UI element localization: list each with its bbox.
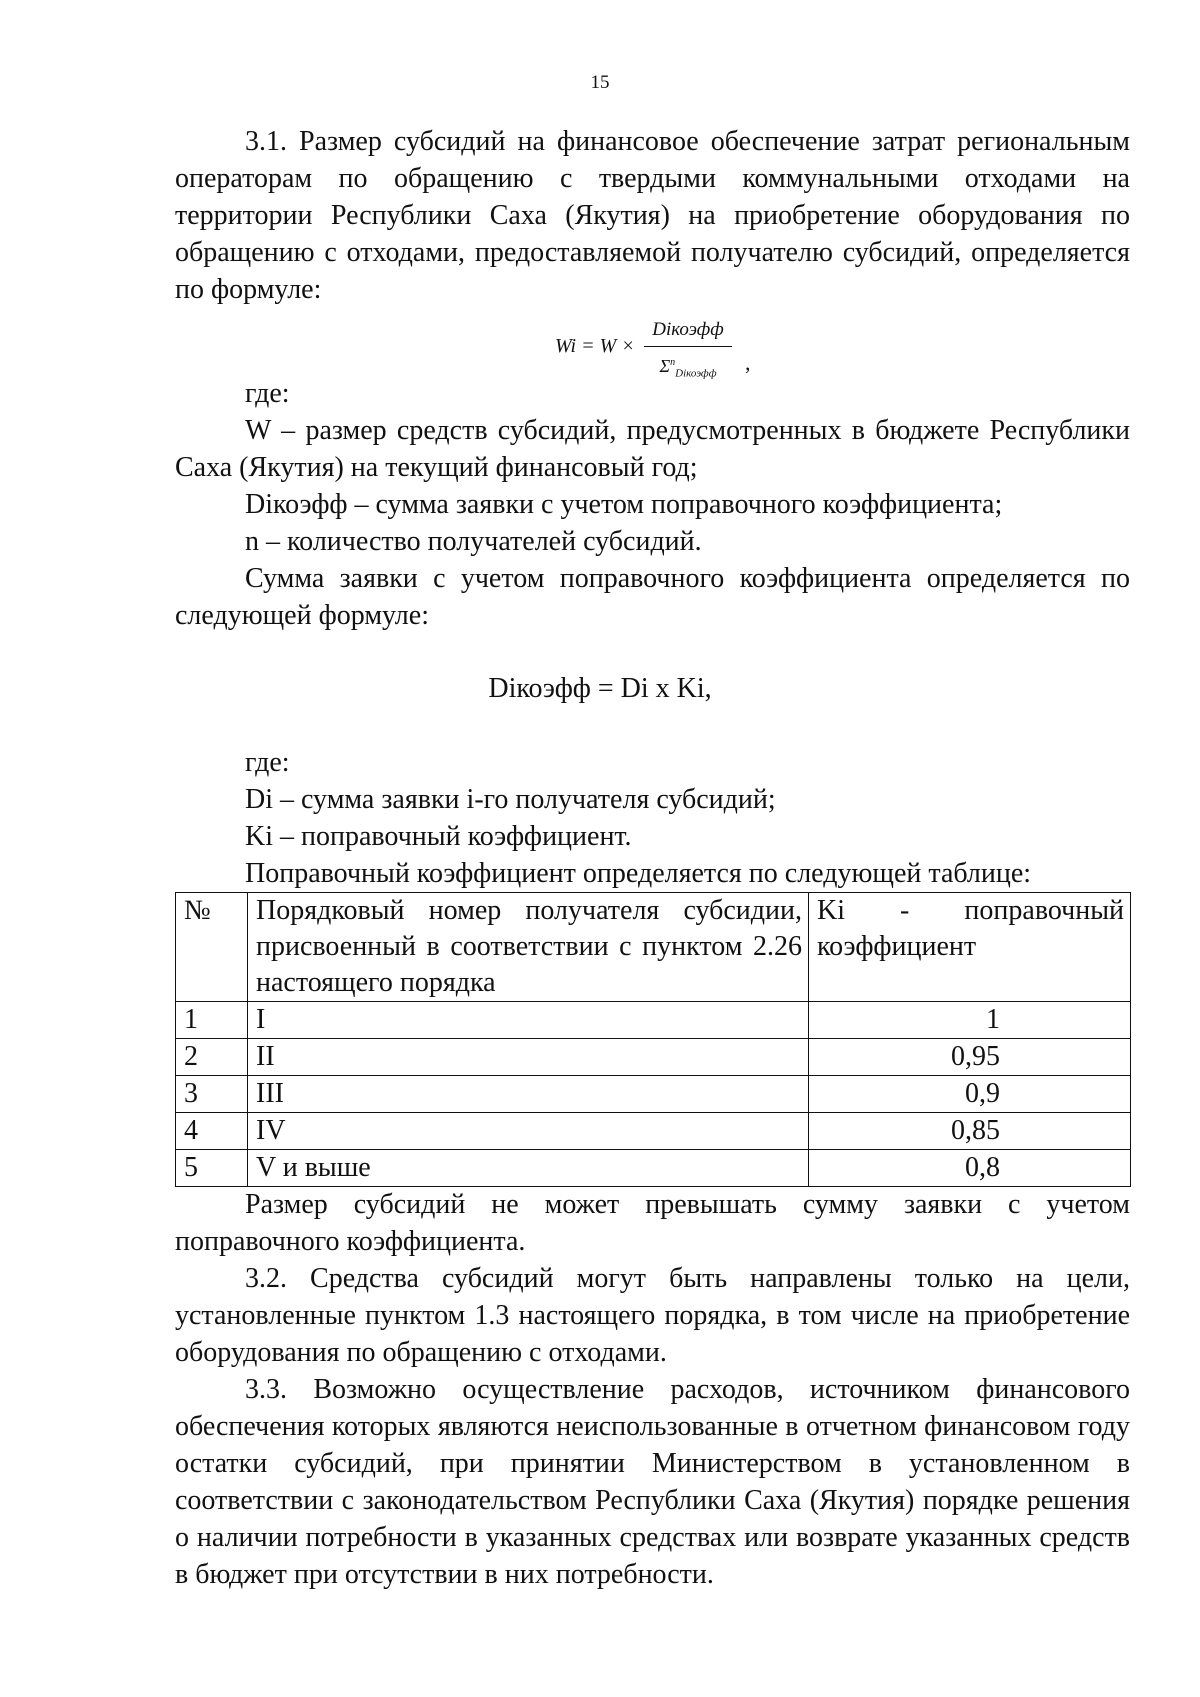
header-correction: поправочный bbox=[964, 895, 1124, 926]
subsidy-formula bbox=[555, 318, 805, 384]
paragraph-3-2: 3.2. Средства субсидий могут быть направлены только на цели, установленные пунктом 1.3 настоящего порядка, в том числе на приобретение оборудования по обращению с отходами. bbox=[175, 1263, 1130, 1368]
w-definition-line2: Саха (Якутия) на текущий финансовый год; bbox=[175, 452, 698, 483]
sum-text-line2: следующей формуле: bbox=[175, 600, 429, 631]
sigma-symbol: Σ bbox=[659, 356, 671, 376]
row-coefficient: 0,85 bbox=[809, 1113, 1131, 1150]
after-table-text: Размер субсидий не может превышать сумму заявки с учетом поправочного коэффициента. bbox=[175, 1189, 1130, 1257]
row-rank: II bbox=[248, 1039, 809, 1076]
page-number: 15 bbox=[590, 72, 610, 93]
formula-lhs: Wi = W × bbox=[555, 335, 635, 357]
where-label-1: где: bbox=[245, 378, 290, 409]
sum-text-line1: Сумма заявки с учетом поправочного коэффициента определяется по bbox=[245, 563, 1130, 594]
formula-denominator bbox=[644, 350, 732, 380]
paragraph-3-3: 3.3. Возможно осуществление расходов, источником финансового обеспечения которых являются неиспользованные в отчетном финансовом году остатки субсидий, при принятии Министерством в установленном в соответствии с законодательством Республики Саха (Якутия) порядке решения о наличии потребности в указанных средствах или возврате указанных средств в бюджет при отсутствии в них потребности. bbox=[175, 1374, 1130, 1590]
table-row bbox=[176, 1039, 1131, 1076]
table-header-row bbox=[176, 893, 1131, 1002]
header-rank: Порядковый номер получателя субсидии, присвоенный в соответствии с пунктом 2.26 настоящего порядка bbox=[248, 893, 809, 1002]
table-intro: Поправочный коэффициент определяется по следующей таблице: bbox=[245, 858, 1032, 889]
coefficient-formula: Diкоэфф = Di x Ki, bbox=[488, 673, 712, 704]
row-rank: V и выше bbox=[248, 1150, 809, 1187]
sigma-summand: Diкоэфф bbox=[675, 367, 717, 380]
row-number: 4 bbox=[176, 1113, 248, 1150]
formula-comma: , bbox=[745, 350, 751, 375]
header-ki: Ki bbox=[817, 895, 845, 926]
row-coefficient: 0,95 bbox=[809, 1039, 1131, 1076]
fraction-bar bbox=[644, 346, 732, 347]
formula-numerator: Diкоэфф bbox=[652, 319, 724, 340]
w-definition-line1: W – размер средств субсидий, предусмотренных в бюджете Республики bbox=[245, 415, 1130, 446]
row-number: 2 bbox=[176, 1039, 248, 1076]
row-rank: IV bbox=[248, 1113, 809, 1150]
row-rank: III bbox=[248, 1076, 809, 1113]
row-coefficient: 0,8 bbox=[809, 1150, 1131, 1187]
d-definition: Diкоэфф – сумма заявки с учетом поправочного коэффициента; bbox=[245, 489, 1003, 520]
row-number: 5 bbox=[176, 1150, 248, 1187]
n-definition: n – количество получателей субсидий. bbox=[245, 526, 702, 557]
table-row bbox=[176, 1002, 1131, 1039]
ki-definition: Ki – поправочный коэффициент. bbox=[245, 821, 632, 852]
table-row bbox=[176, 1150, 1131, 1187]
header-number: № bbox=[176, 893, 248, 1002]
header-dash: - bbox=[900, 895, 910, 926]
header-coefficient-word: коэффициент bbox=[817, 931, 977, 962]
formula-fraction bbox=[644, 318, 732, 380]
table-row bbox=[176, 1113, 1131, 1150]
row-rank: I bbox=[248, 1002, 809, 1039]
di-definition: Di – сумма заявки i-го получателя субсидий; bbox=[245, 784, 776, 815]
paragraph-3-1: 3.1. Размер субсидий на финансовое обеспечение затрат региональным операторам по обращению с твердыми коммунальными отходами на территории Республики Саха (Якутия) на приобретение оборудования по обращению с отходами, предоставляемой получателю субсидий, определяется по формуле: bbox=[175, 126, 1130, 305]
coefficient-table bbox=[175, 892, 1131, 1187]
where-label-2: где: bbox=[245, 747, 290, 778]
sigma-upper-limit: n bbox=[670, 357, 676, 368]
table-row bbox=[176, 1076, 1131, 1113]
row-number: 3 bbox=[176, 1076, 248, 1113]
header-coefficient bbox=[809, 893, 1131, 1002]
row-number: 1 bbox=[176, 1002, 248, 1039]
row-coefficient: 0,9 bbox=[809, 1076, 1131, 1113]
row-coefficient: 1 bbox=[809, 1002, 1131, 1039]
